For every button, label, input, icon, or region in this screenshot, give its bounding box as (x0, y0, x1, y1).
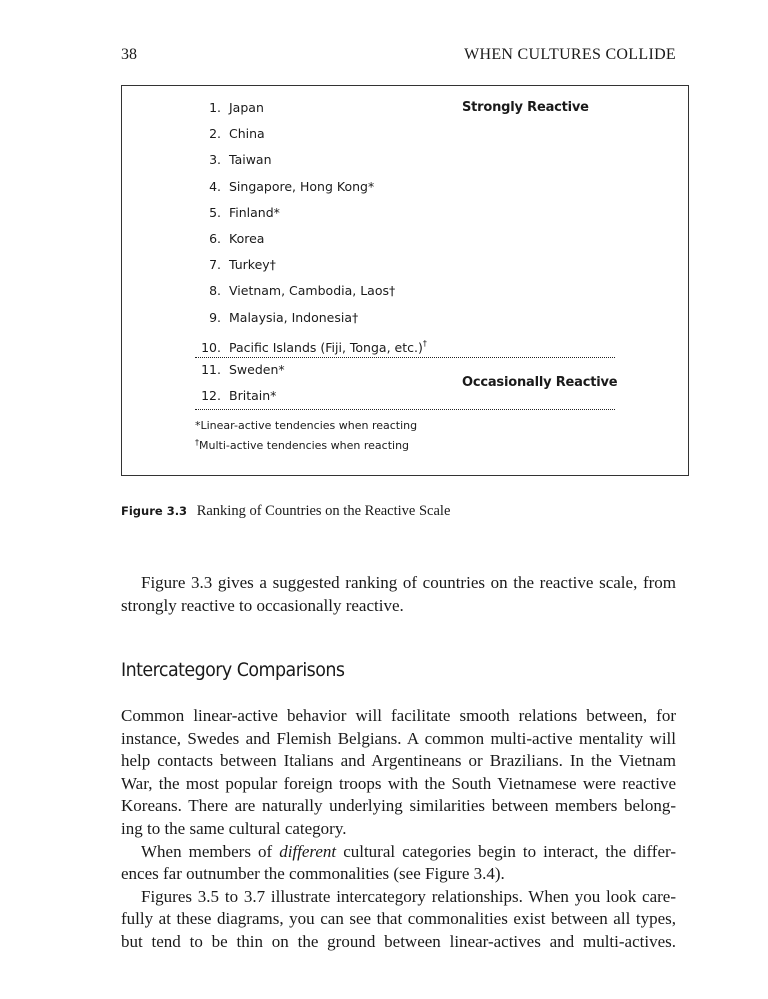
book-title: WHEN CULTURES COLLIDE (464, 46, 676, 63)
list-item: 3. Taiwan (209, 152, 272, 168)
paragraph-line: When members of different cultural categories begin to interact, the differ- (141, 841, 676, 861)
list-item: 9. Malaysia, Indonesia† (209, 309, 359, 325)
list-item: 5. Finland* (209, 204, 280, 220)
figure-box (121, 85, 689, 476)
list-item: 8. Vietnam, Cambodia, Laos† (209, 283, 396, 299)
figure-caption-text: Ranking of Countries on the Reactive Scale (196, 503, 451, 519)
occasionally-reactive-label: Occasionally Reactive (462, 375, 618, 390)
running-head (121, 46, 676, 66)
strongly-reactive-label: Strongly Reactive (462, 100, 589, 115)
list-item: 6. Korea (209, 230, 265, 246)
paragraph: Figure 3.3 gives a suggested ranking of countries on the reactive scale, from strongly reactive to occasionally reactive. (121, 573, 676, 615)
multi-active-note: †Multi-active tendencies when reacting (195, 438, 410, 452)
list-item: 7. Turkey† (209, 257, 276, 273)
list-item: 11. Sweden* (201, 361, 285, 377)
list-item: 10. Pacific Islands (Fiji, Tonga, etc.)† (201, 338, 427, 355)
section-heading: Intercategory Comparisons (121, 659, 345, 681)
list-item: 12. Britain* (201, 388, 277, 404)
dotted-divider (195, 409, 615, 410)
page-number: 38 (121, 46, 137, 63)
country-ranking-list (195, 98, 427, 412)
list-item: 2. China (209, 126, 265, 142)
linear-active-note: *Linear-active tendencies when reacting (195, 419, 418, 432)
list-item: 4. Singapore, Hong Kong* (209, 178, 375, 194)
figure-caption-label: Figure 3.3 (121, 504, 188, 518)
figure-caption (121, 503, 450, 520)
paragraph: Common linear-active behavior will facilitate smooth relations between, for instance, Swedes and Flemish Belgians. A common multi-active mentality will help contacts between Italians and Argentineans or Brazilians. In the Vietnam War, the most popular foreign troops with the South Vietnamese were reactive Koreans. There are naturally underlying similarities between members belong- ing to the same cultural category. When members of different cultural categories begin to interact, the differ- ences far outnumber the commonalities (see Figure 3.4). Figures 3.5 to 3.7 illustrate intercategory relationships. When you look care- fully at these diagrams, you can see that commonalities exist between all types, but tend to be thin on the ground between linear-actives and multi-actives. (121, 706, 676, 951)
list-item: 1. Japan (209, 100, 264, 115)
dotted-divider (195, 357, 615, 358)
